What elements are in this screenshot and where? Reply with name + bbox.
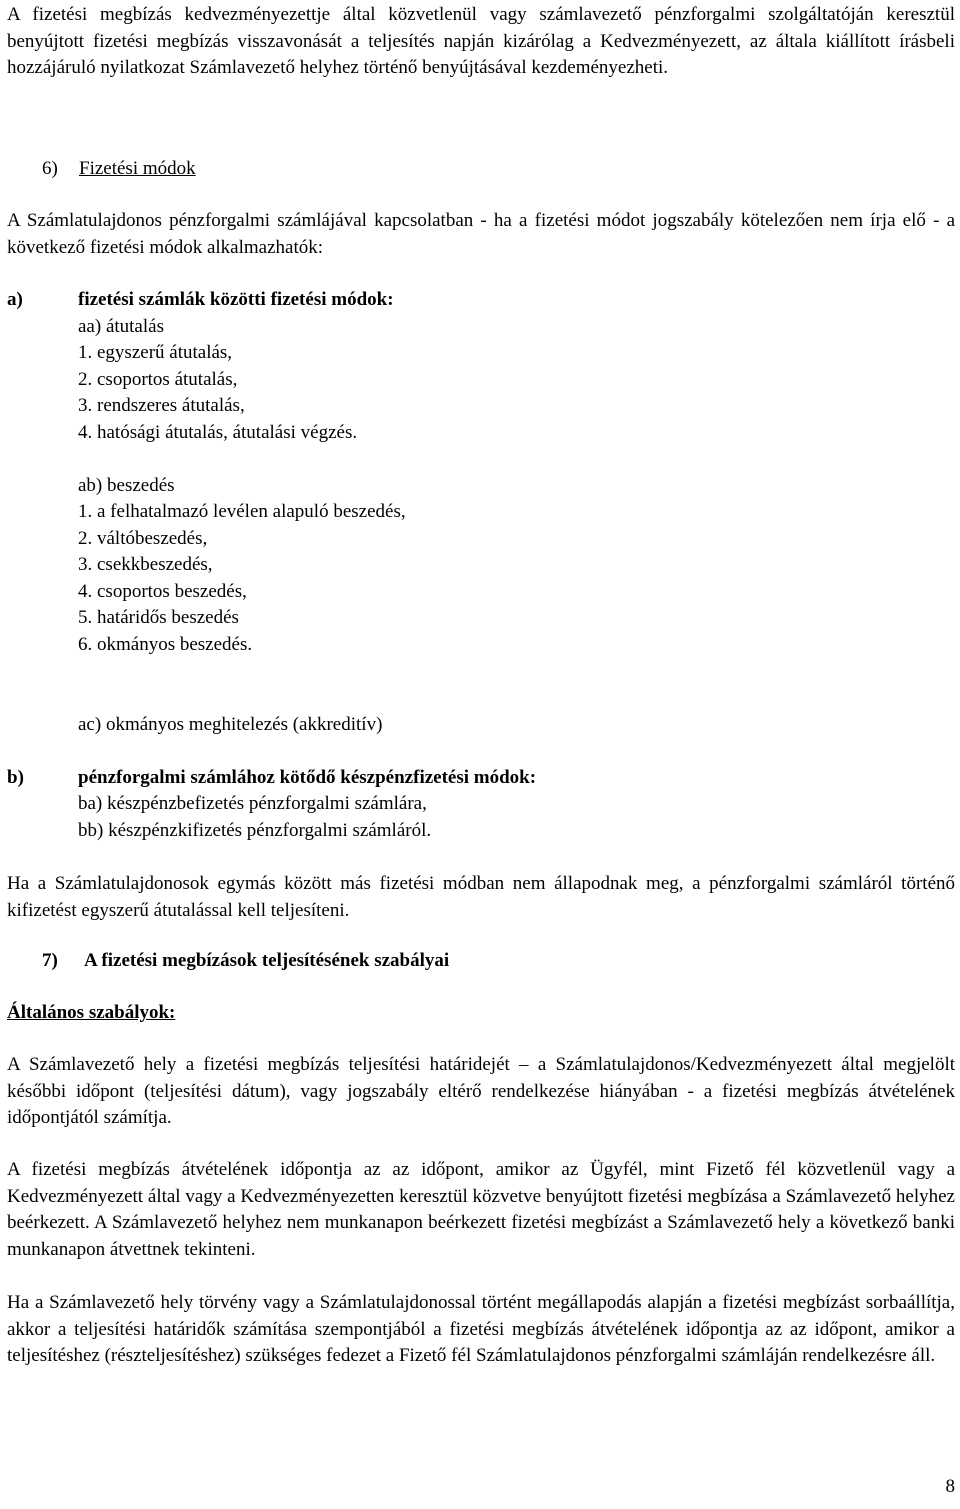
list-a-marker: a): [7, 289, 23, 310]
list-item: 1. a felhatalmazó levélen alapuló beszedés,: [78, 501, 406, 522]
intro-paragraph: A fizetési megbízás kedvezményezettje által közvetlenül vagy számlavezető pénzforgalmi szolgáltatóján keresztül benyújtott fizetési megbízás visszavonását a teljesítés napján kizárólag a Kedvezményezett, az általa kiállított írásbeli hozzájáruló nyilatkozat Számlavezető helyhez történő benyújtásával kezdeményezheti.: [7, 4, 955, 78]
list-item: 5. határidős beszedés: [78, 607, 239, 628]
list-item: bb) készpénzkifizetés pénzforgalmi számláról.: [78, 820, 432, 841]
section-6-paragraph: A Számlatulajdonos pénzforgalmi számlájával kapcsolatban - ha a fizetési módot jogszabály kötelezően nem írja elő - a következő fizetési módok alkalmazhatók:: [7, 210, 955, 258]
list-b-marker: b): [7, 767, 24, 788]
list-item: 4. hatósági átutalás, átutalási végzés.: [78, 422, 358, 443]
list-item: 2. váltóbeszedés,: [78, 528, 208, 549]
section-7-paragraph-3: Ha a Számlavezető hely törvény vagy a Számlatulajdonossal történt megállapodás alapján a fizetési megbízást sorbaállítja, akkor a teljesítési határidők számítása szempontjából a fizetési megbízás átvételének időpontja az az időpont, amikor a teljesítéshez (részteljesítéshez) szükséges fedezet a Fizető fél Számlatulajdonos pénzforgalmi számláján rendelkezésre áll.: [7, 1292, 955, 1366]
list-b-title: pénzforgalmi számlához kötődő készpénzfizetési módok:: [78, 767, 537, 788]
default-payment-paragraph: Ha a Számlatulajdonosok egymás között más fizetési módban nem állapodnak meg, a pénzforgalmi számláról történő kifizetést egyszerű átutalással kell teljesíteni.: [7, 873, 955, 921]
section-6-number: 6): [42, 158, 58, 179]
section-7-paragraph-2: A fizetési megbízás átvételének időpontja az az időpont, amikor az Ügyfél, mint Fizető fél közvetlenül vagy a Kedvezményezett által vagy a Kedvezményezetten keresztül közvetve benyújtott fizetési megbízása a Számlavezető helyhez beérkezett. A Számlavezető helyhez nem munkanapon beérkezett fizetési megbízást a Számlavezető hely a következő banki munkanapon átvettnek tekinteni.: [7, 1159, 955, 1260]
list-ab-title: ab) beszedés: [78, 475, 175, 496]
section-6-title: Fizetési módok: [79, 158, 196, 179]
list-item: 2. csoportos átutalás,: [78, 369, 238, 390]
general-rules-heading: Általános szabályok:: [7, 1002, 176, 1023]
list-item: 6. okmányos beszedés.: [78, 634, 253, 655]
list-ac-title: ac) okmányos meghitelezés (akkreditív): [78, 714, 383, 735]
list-a-title: fizetési számlák közötti fizetési módok:: [78, 289, 394, 310]
list-b: [7, 765, 955, 845]
section-7-paragraph-1: A Számlavezető hely a fizetési megbízás teljesítési határidejét – a Számlatulajdonos/Kedvezményezett által megjelölt későbbi időpont (teljesítési dátum), vagy jogszabály eltérő rendelkezése hiányában - a fizetési megbízás átvételének időpontjától számítja.: [7, 1054, 955, 1128]
list-item: 4. csoportos beszedés,: [78, 581, 247, 602]
list-item: 3. rendszeres átutalás,: [78, 395, 245, 416]
list-item: ba) készpénzbefizetés pénzforgalmi számlára,: [78, 793, 427, 814]
section-7-title: A fizetési megbízások teljesítésének szabályai: [84, 950, 450, 971]
list-a: [7, 287, 955, 667]
list-item: 3. csekkbeszedés,: [78, 554, 213, 575]
list-item: 1. egyszerű átutalás,: [78, 342, 233, 363]
section-7-number: 7): [42, 950, 58, 971]
page-number: 8: [945, 1476, 955, 1497]
list-aa-title: aa) átutalás: [78, 316, 164, 337]
